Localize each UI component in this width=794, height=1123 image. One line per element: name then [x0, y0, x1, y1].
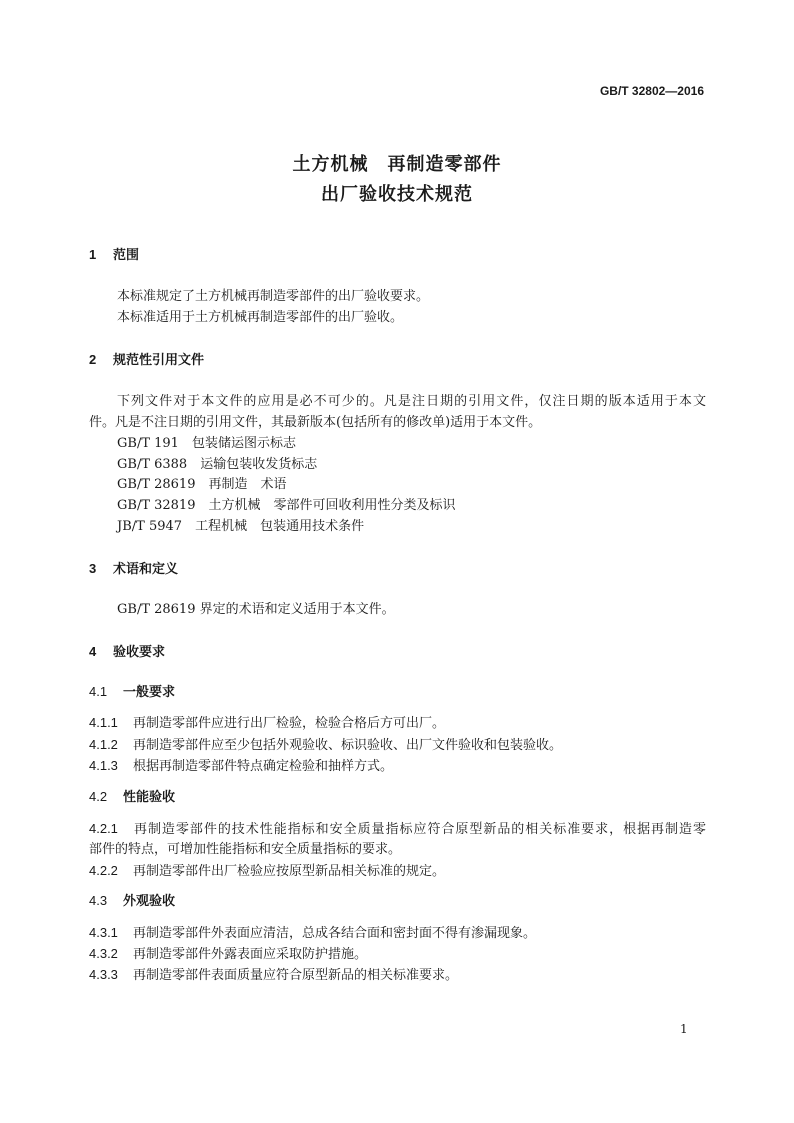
clause: 4.1.3 根据再制造零部件特点确定检验和抽样方式。 [89, 758, 394, 774]
page-number: 1 [680, 1022, 688, 1036]
section-2-heading: 2 规范性引用文件 [89, 352, 205, 368]
clause: 4.1.2 再制造零部件应至少包括外观验收、标识验收、出厂文件验收和包装验收。 [89, 737, 563, 753]
reference-item: GB/T 32819 土方机械 零部件可回收利用性分类及标识 [117, 498, 456, 513]
standard-number: GB/T 32802—2016 [599, 84, 704, 98]
clause: 4.3.2 再制造零部件外露表面应采取防护措施。 [89, 946, 368, 962]
clause: 4.3.3 再制造零部件表面质量应符合原型新品的相关标准要求。 [89, 967, 459, 983]
section-4-heading: 4 验收要求 [89, 644, 166, 660]
clause-continuation: 部件的特点，可增加性能指标和安全质量指标的要求。 [89, 842, 402, 857]
section-4-1-heading: 4.1 一般要求 [89, 684, 176, 700]
clause: 4.2.1 再制造零部件的技术性能指标和安全质量指标应符合原型新品的相关标准要求，根据再制造零 [89, 821, 706, 837]
section-4-2-heading: 4.2 性能验收 [89, 789, 176, 805]
clause: 4.1.1 再制造零部件应进行出厂检验，检验合格后方可出厂。 [89, 715, 446, 731]
paragraph: 下列文件对于本文件的应用是必不可少的。凡是注日期的引用文件，仅注日期的版本适用于本文 [117, 394, 706, 409]
section-3-heading: 3 术语和定义 [89, 561, 179, 577]
clause: 4.3.1 再制造零部件外表面应清洁，总成各结合面和密封面不得有渗漏现象。 [89, 925, 537, 941]
paragraph: GB/T 28619 界定的术语和定义适用于本文件。 [117, 602, 395, 617]
paragraph: 本标准规定了土方机械再制造零部件的出厂验收要求。 [117, 289, 430, 304]
paragraph: 件。凡是不注日期的引用文件，其最新版本(包括所有的修改单)适用于本文件。 [89, 415, 542, 430]
reference-item: JB/T 5947 工程机械 包装通用技术条件 [117, 519, 365, 534]
reference-item: GB/T 28619 再制造 术语 [117, 477, 287, 492]
paragraph: 本标准适用于土方机械再制造零部件的出厂验收。 [117, 310, 404, 325]
section-1-heading: 1 范围 [89, 247, 140, 263]
document-title-line1: 土方机械 再制造零部件 [292, 154, 502, 175]
section-4-3-heading: 4.3 外观验收 [89, 893, 176, 909]
clause: 4.2.2 再制造零部件出厂检验应按原型新品相关标准的规定。 [89, 863, 446, 879]
reference-item: GB/T 6388 运输包装收发货标志 [117, 457, 318, 472]
reference-item: GB/T 191 包装储运图示标志 [117, 436, 296, 451]
document-title-line2: 出厂验收技术规范 [321, 184, 473, 205]
